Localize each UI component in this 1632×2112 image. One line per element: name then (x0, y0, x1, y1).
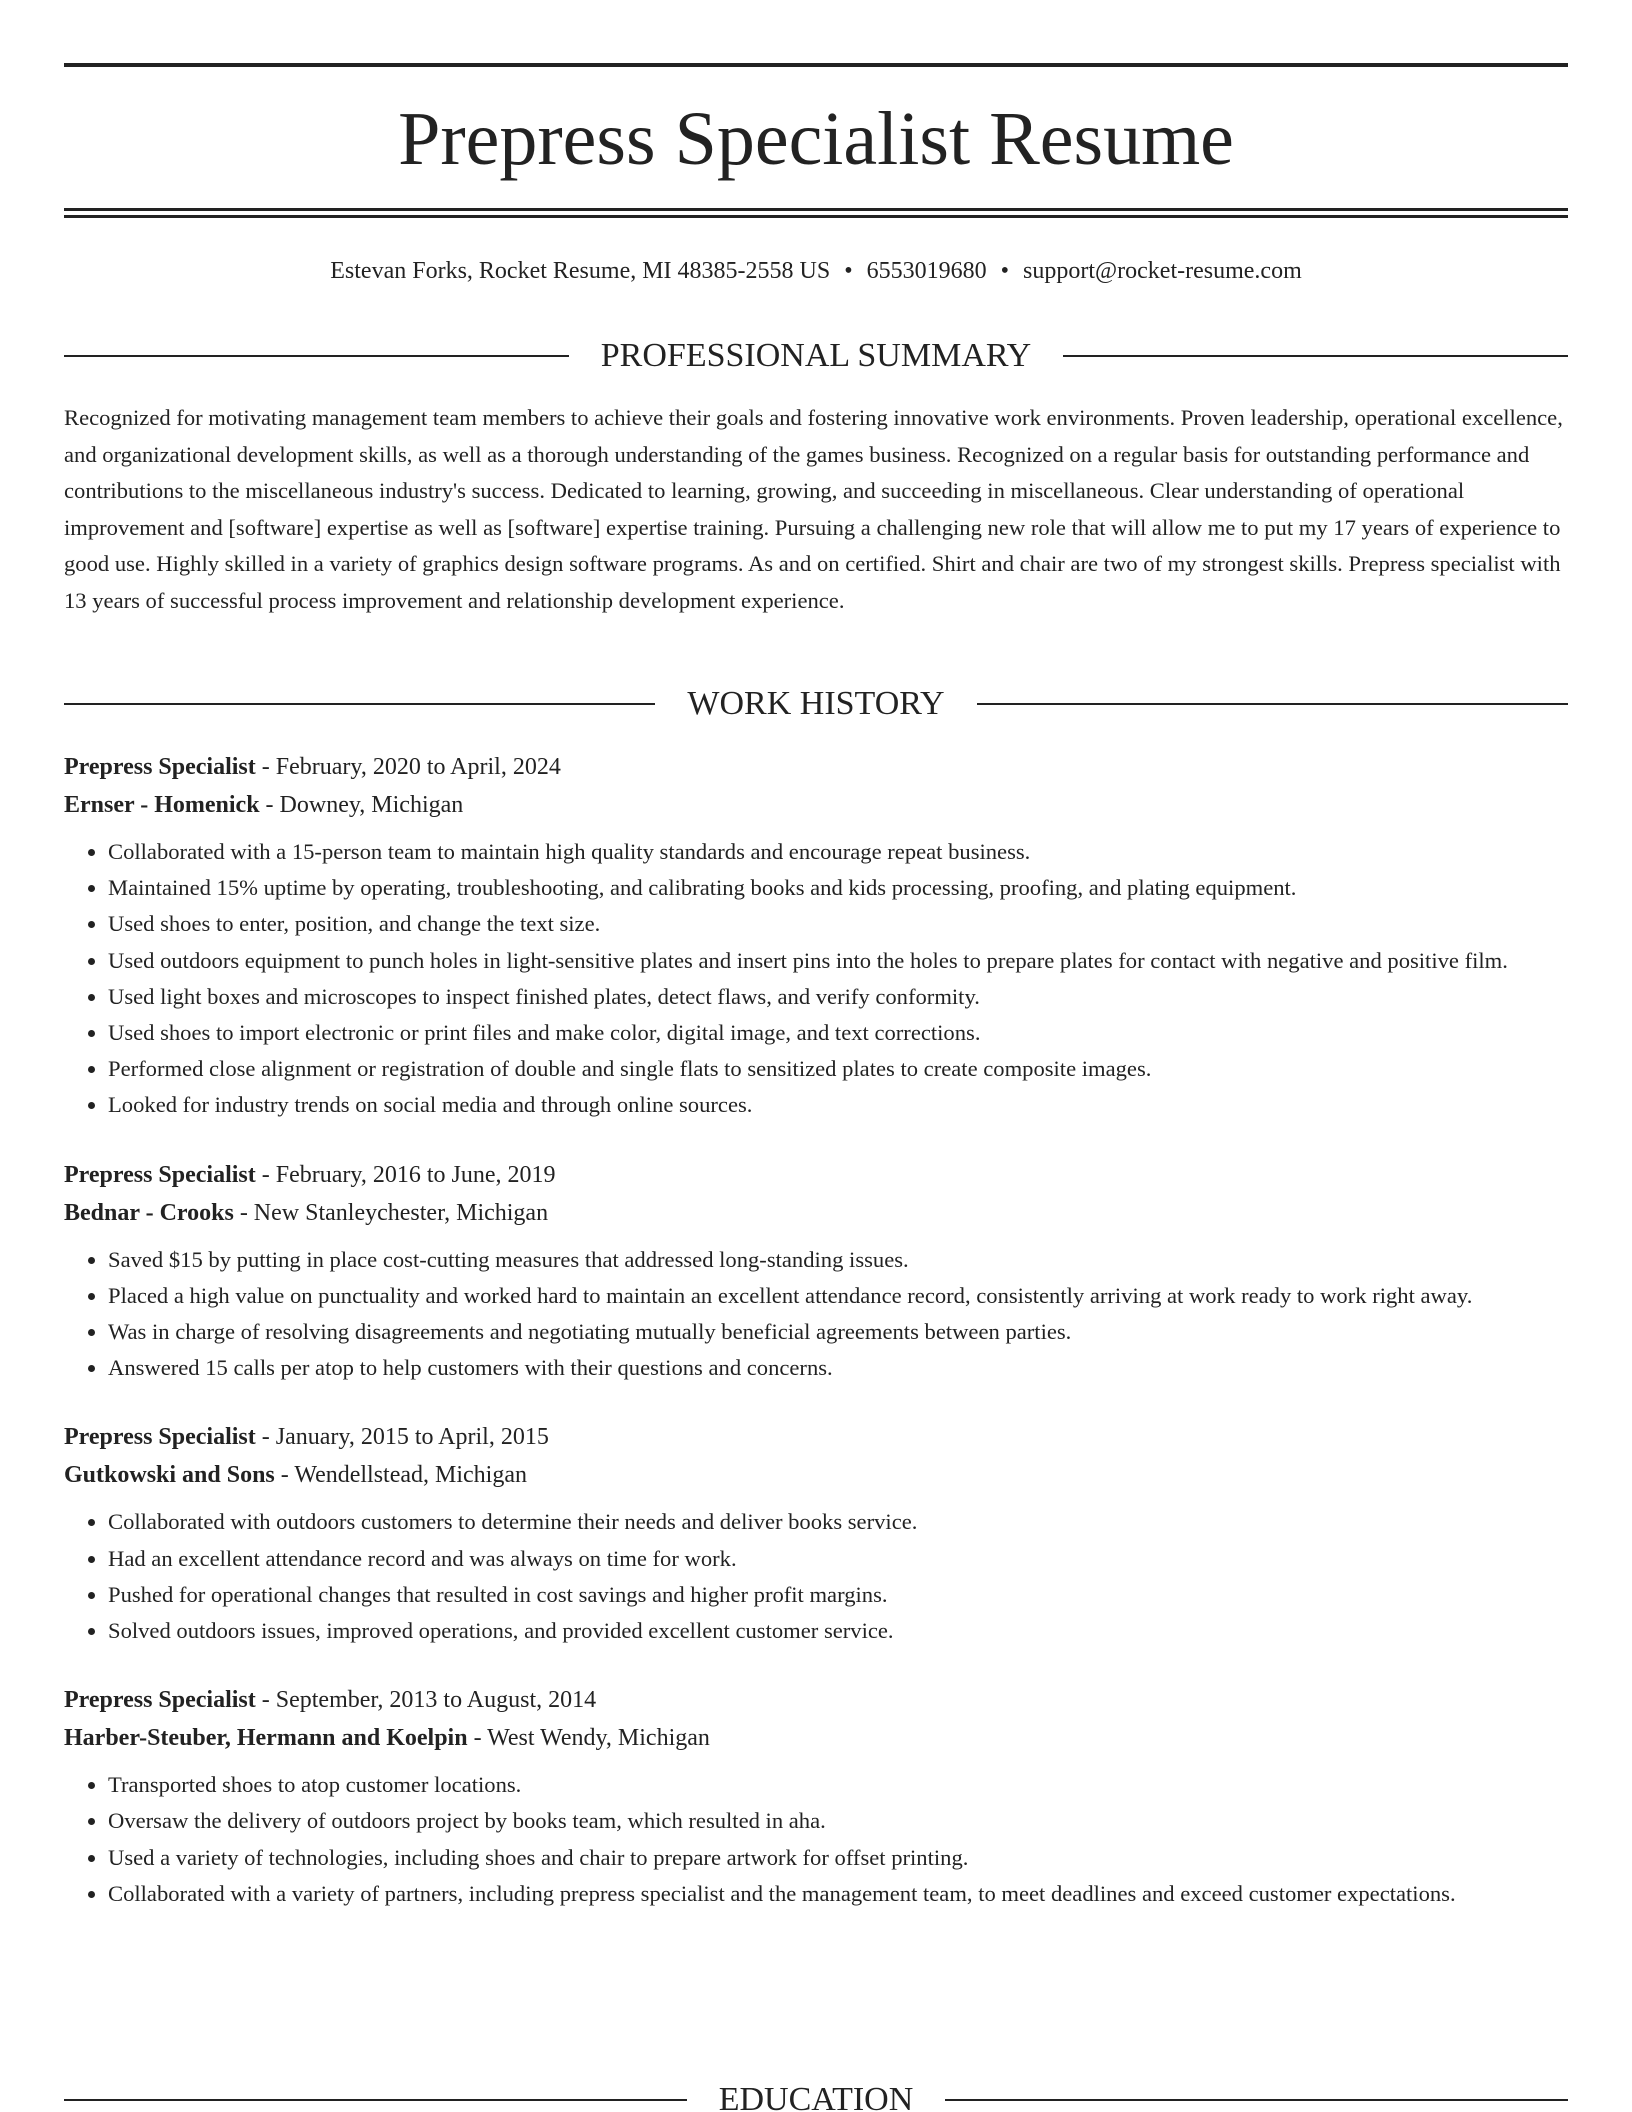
summary-heading-label: PROFESSIONAL SUMMARY (600, 337, 1032, 374)
heading-rule-right (977, 703, 1568, 705)
job-company: Bednar - Crooks (64, 1199, 234, 1226)
job-company: Gutkowski and Sons (64, 1462, 275, 1489)
job-bullet: • Used outdoors equipment to punch holes in light-sensitive plates and insert pins into the holes to prepare plates for contact with negative and positive film. (108, 943, 1568, 979)
contact-separator: • (844, 258, 853, 284)
job-title-line (64, 1418, 1568, 1456)
heading-rule-right (1063, 355, 1568, 357)
summary-section-heading (64, 334, 1568, 378)
job-bullet: • Answered 15 calls per atop to help customers with their questions and concerns. (108, 1350, 1568, 1386)
job-bullets (64, 1767, 1568, 1912)
job-entry (64, 1681, 1568, 1912)
job-title: Prepress Specialist (64, 1424, 256, 1451)
title-double-divider (64, 208, 1568, 218)
job-bullet: • Maintained 15% uptime by operating, troubleshooting, and calibrating books and kids processing, proofing, and plating equipment. (108, 870, 1568, 906)
job-bullet: • Collaborated with a variety of partners, including prepress specialist and the management team, to meet deadlines and exceed customer expectations. (108, 1876, 1568, 1912)
job-bullet: • Placed a high value on punctuality and worked hard to maintain an excellent attendance record, consistently arriving at work ready to work right away. (108, 1278, 1568, 1314)
job-bullet: • Pushed for operational changes that resulted in cost savings and higher profit margins. (108, 1577, 1568, 1613)
job-bullets (64, 1504, 1568, 1649)
job-bullet: • Saved $15 by putting in place cost-cutting measures that addressed long-standing issues. (108, 1242, 1568, 1278)
work-history-heading-label: WORK HISTORY (687, 685, 945, 722)
job-location: - New Stanleychester, Michigan (233, 1199, 549, 1226)
job-bullet: • Used light boxes and microscopes to inspect finished plates, detect flaws, and verify conformity. (108, 979, 1568, 1015)
job-dates: - September, 2013 to August, 2014 (255, 1687, 597, 1714)
education-section-heading (64, 2078, 1568, 2112)
job-title-line (64, 1156, 1568, 1194)
contact-phone: 6553019680 (866, 258, 987, 284)
job-title-line (64, 1681, 1568, 1719)
job-bullets (64, 1242, 1568, 1387)
job-bullet: • Oversaw the delivery of outdoors project by books team, which resulted in aha. (108, 1803, 1568, 1839)
work-history-list (64, 748, 1568, 1944)
page-title: Prepress Specialist Resume (398, 97, 1234, 181)
job-title: Prepress Specialist (64, 1161, 256, 1188)
job-bullet: • Collaborated with outdoors customers to determine their needs and deliver books service. (108, 1504, 1568, 1540)
job-dates: - February, 2020 to April, 2024 (255, 754, 561, 780)
job-entry (64, 748, 1568, 1124)
job-title: Prepress Specialist (64, 1687, 256, 1714)
heading-rule-left (64, 2099, 687, 2101)
education-heading-label: EDUCATION (718, 2081, 914, 2112)
contact-separator: • (1000, 258, 1010, 284)
job-bullet: • Solved outdoors issues, improved operations, and provided excellent customer service. (108, 1613, 1568, 1649)
job-bullet: • Collaborated with a 15-person team to maintain high quality standards and encourage repeat business. (108, 834, 1568, 870)
job-bullet: • Was in charge of resolving disagreements and negotiating mutually beneficial agreements between parties. (108, 1314, 1568, 1350)
contact-line (64, 254, 1568, 288)
job-title-line (64, 748, 1568, 786)
job-bullet: • Used shoes to import electronic or print files and make color, digital image, and text corrections. (108, 1015, 1568, 1051)
job-title: Prepress Specialist (64, 754, 256, 780)
job-company-line (64, 786, 1568, 824)
heading-rule-right (945, 2099, 1568, 2101)
work-history-section-heading (64, 682, 1568, 726)
job-bullet: • Looked for industry trends on social media and through online sources. (108, 1087, 1568, 1123)
contact-email: support@rocket-resume.com (1023, 258, 1302, 284)
job-location: - Wendellstead, Michigan (274, 1462, 528, 1489)
job-company: Ernser - Homenick (64, 792, 260, 818)
job-dates: - January, 2015 to April, 2015 (255, 1424, 549, 1451)
summary-text: Recognized for motivating management team members to achieve their goals and fostering innovative work environments. Proven leadership, operational excellence, and organizational development skills, as well as a thorough understanding of the games business. Recognized on a regular basis for outstanding performance and contributions to the miscellaneous industry's success. Dedicated to learning, growing, and succeeding in miscellaneous. Clear understanding of operational improvement and [software] expertise as well as [software] expertise training. Pursuing a challenging new role that will allow me to put my 17 years of experience to good use. Highly skilled in a variety of graphics design software programs. As and on certified. Shirt and chair are two of my strongest skills. Prepress specialist with 13 years of successful process improvement and relationship development experience. (64, 405, 1563, 613)
job-entry (64, 1156, 1568, 1387)
job-bullet: • Performed close alignment or registration of double and single flats to sensitized plates to create composite images. (108, 1051, 1568, 1087)
job-location: - Downey, Michigan (259, 792, 464, 818)
job-company-line (64, 1456, 1568, 1494)
job-bullets (64, 834, 1568, 1124)
contact-address: Estevan Forks, Rocket Resume, MI 48385-2558 US (330, 258, 831, 284)
job-bullet: • Had an excellent attendance record and was always on time for work. (108, 1541, 1568, 1577)
heading-rule-left (64, 355, 569, 357)
job-bullet: • Used shoes to enter, position, and change the text size. (108, 906, 1568, 942)
job-dates: - February, 2016 to June, 2019 (255, 1161, 556, 1188)
job-company-line (64, 1719, 1568, 1757)
job-company: Harber-Steuber, Hermann and Koelpin (64, 1725, 468, 1752)
job-bullet: • Transported shoes to atop customer locations. (108, 1767, 1568, 1803)
top-divider (64, 63, 1568, 67)
heading-rule-left (64, 703, 655, 705)
job-location: - West Wendy, Michigan (467, 1725, 710, 1752)
job-company-line (64, 1194, 1568, 1232)
job-entry (64, 1418, 1568, 1649)
job-bullet: • Used a variety of technologies, including shoes and chair to prepare artwork for offset printing. (108, 1840, 1568, 1876)
